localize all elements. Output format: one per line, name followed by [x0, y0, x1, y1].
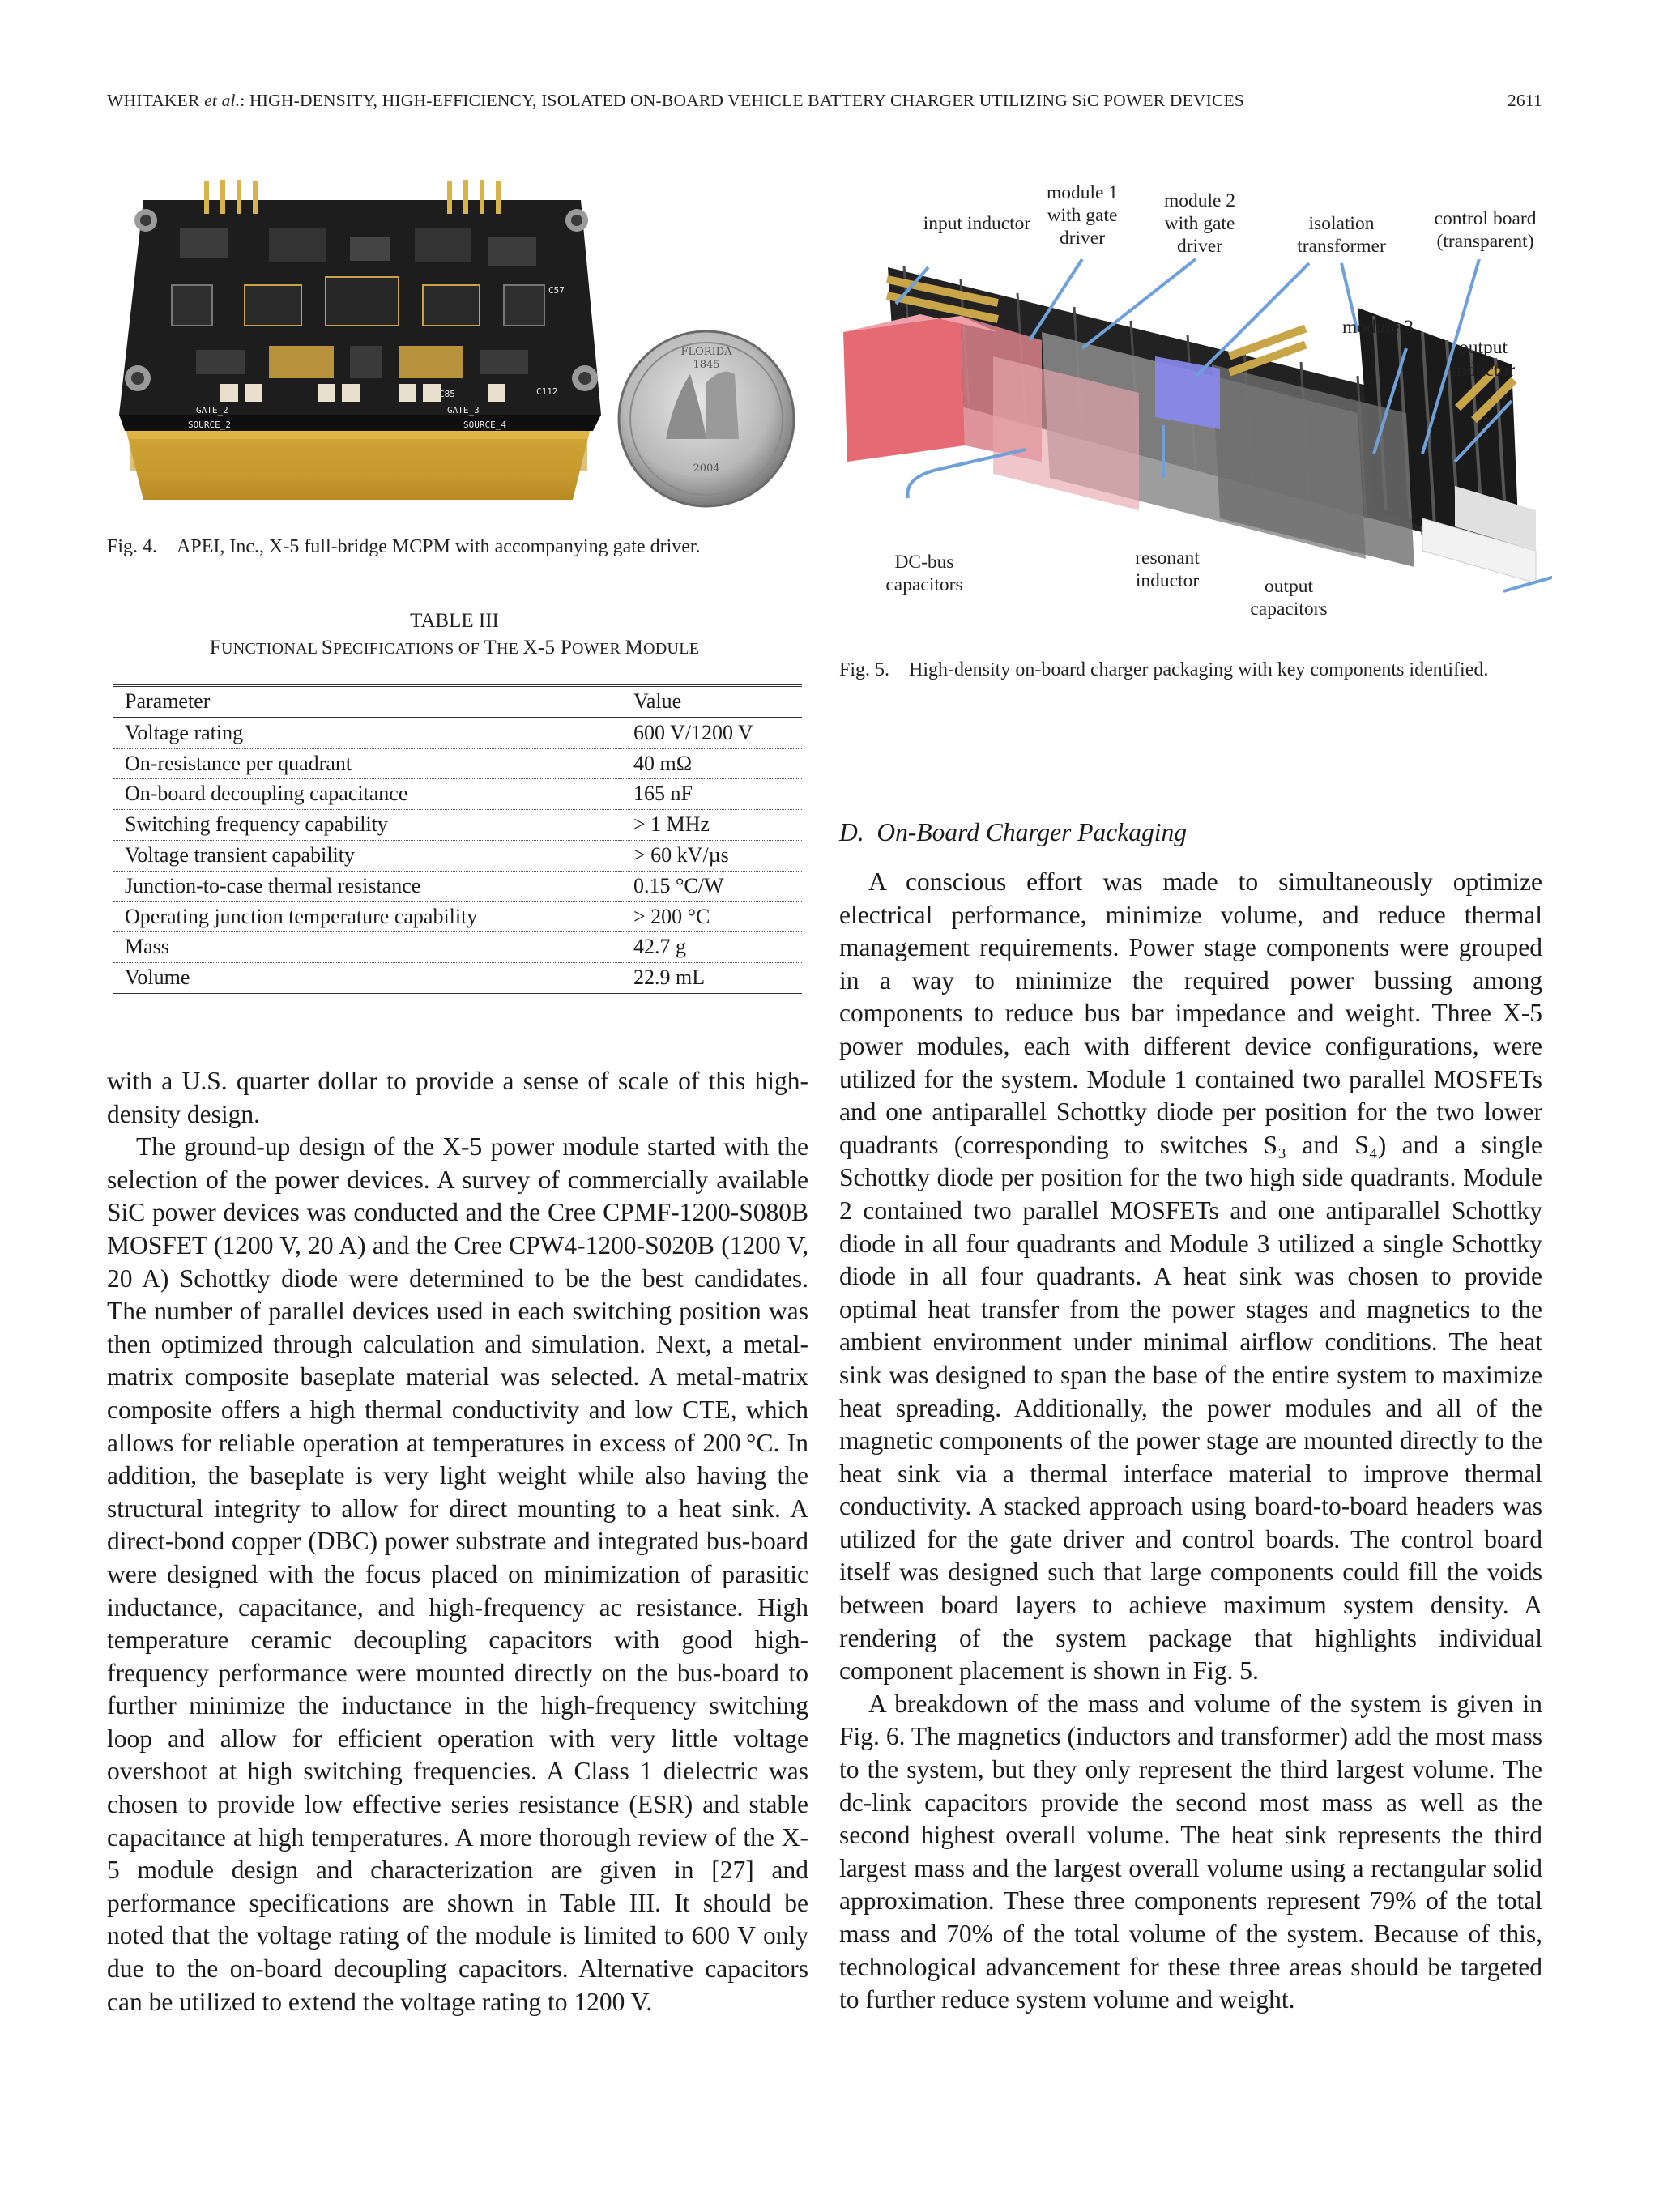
- label-isolation-transformer: isolation transformer: [1297, 213, 1386, 257]
- running-head-title: : HIGH-DENSITY, HIGH-EFFICIENCY, ISOLATED ON-BOARD VEHICLE BATTERY CHARGER UTILIZING SiC POWER DEVICES: [240, 91, 1245, 110]
- table-row: [113, 932, 802, 963]
- table-cell-parameter: Mass: [125, 935, 169, 959]
- table-cell-value: 165 nF: [633, 782, 693, 806]
- section-heading: D. On-Board Charger Packaging: [839, 818, 1187, 846]
- paragraph: A conscious effort was made to simultaneously optimize electrical performance, minimize volume, and reduce thermal management requirements. Power stage components were grouped in a way to minimize the required power bussing among components to reduce bus bar impedance and weight. Three X-5 power modules, each with different device configurations, were utilized for the system. Module 1 contained two parallel MOSFETs and one antiparallel Schottky diode per position for the two lower quadrants (corresponding to switches S₃ and S₄) and a single Schottky diode per position for the two high side quadrants. Module 2 contained two parallel MOSFETs and one antiparallel Schottky diode in all four quadrants and Module 3 utilized a single Schottky diode in all four quadrants. A heat sink was chosen to provide optimal heat transfer from the power stages and magnetics to the ambient environment under minimal airflow conditions. The heat sink was designed to span the base of the entire system to maximize heat spreading. Additionally, the power modules and all of the magnetic components of the power stage are mounted directly to the heat sink via a thermal interface material to improve thermal conductivity. A stacked approach using board-to-board headers was utilized for the gate driver and control boards. The control board itself was designed such that large components could fill the voids between board layers to achieve maximum system density. A rendering of the system package that highlights individual component placement is shown in Fig. 5.: [839, 867, 1542, 1686]
- table-cell-parameter: Operating junction temperature capability: [125, 904, 478, 928]
- table-row: [113, 779, 802, 810]
- svg-text:C112: C112: [536, 386, 558, 397]
- paragraph: A breakdown of the mass and volume of the system is given in Fig. 6. The magnetics (inductors and transformer) add the most mass to the system, but they only represent the third largest volume. The dc-link capacitors provide the second most mass as well as the second highest overall volume. The heat sink represents the third largest mass and the largest overall volume using a rectangular solid approximation. These three components represent 79% of the total mass and 70% of the total volume of the system. Because of this, technological advancement for these three areas should be targeted to further reduce system volume and weight.: [839, 1689, 1542, 2014]
- table-row: [113, 901, 802, 932]
- table-header-row: [113, 686, 802, 718]
- label-output-inductor: output inductor: [1451, 337, 1516, 381]
- svg-text:GATE_2: GATE_2: [196, 405, 228, 416]
- page-number: 2611: [1507, 91, 1542, 110]
- svg-text:C85: C85: [439, 389, 455, 399]
- svg-text:1845: 1845: [693, 359, 720, 371]
- table-3: [113, 684, 802, 995]
- paragraph: The ground-up design of the X-5 power module started with the selection of the power devices. A survey of commercially available SiC power devices was conducted and the Cree CPMF-1200-S080B MOSFET (1200 V, 20 A) and the Cree CPW4-1200-S020B (1200 V, 20 A) Schottky diode were determined to be the best candidates. The number of parallel devices used in each switching position was then optimized through calculation and simulation. Next, a metal-matrix composite baseplate material was selected. A metal-matrix composite offers a high thermal conductivity and low CTE, which allows for reliable operation at temperatures in excess of 200 °C. In addition, the baseplate is very light weight while also having the structural integrity to allow for direct mounting to a heat sink. A direct-bond copper (DBC) power substrate and integrated bus-board were designed with the focus placed on minimization of parasitic inductance, capacitance, and high-frequency ac resistance. High temperature ceramic decoupling capacitors with good high-frequency performance were mounted directly on the bus-board to further minimize the inductance in the high-frequency switching loop and allow for efficient operation with very little voltage overshoot at high switching frequencies. A Class 1 dielectric was chosen to provide low effective series resistance (ESR) and stable capacitance at high temperatures. A more thorough review of the X-5 module design and characterization are given in [27] and performance specifications are shown in Table III. It should be noted that the voltage rating of the module is limited to 600 V only due to the on-board decoupling capacitors. Alternative capacitors can be utilized to extend the voltage rating to 1200 V.: [107, 1132, 808, 2016]
- svg-text:SOURCE_4: SOURCE_4: [463, 420, 506, 430]
- figure-4-image: [107, 172, 812, 512]
- svg-text:SOURCE_2: SOURCE_2: [188, 420, 231, 430]
- table-cell-value: > 60 kV/µs: [633, 842, 729, 867]
- label-dc-bus-capacitors: DC-bus capacitors: [885, 552, 963, 595]
- table-cell-value: 42.7 g: [633, 935, 686, 959]
- left-column-text: [107, 1065, 808, 2018]
- table-row: [113, 810, 802, 841]
- label-module-1: module 1 with gate driver: [1046, 182, 1119, 249]
- table-cell-parameter: On-board decoupling capacitance: [125, 782, 408, 806]
- column-header-value: Value: [633, 689, 682, 713]
- figure-5-caption: Fig. 5. High-density on-board charger packaging with key components identified.: [839, 659, 1489, 680]
- svg-text:GATE_3: GATE_3: [447, 405, 480, 416]
- label-module-2: module 2 with gate driver: [1163, 190, 1236, 257]
- running-head-etal: et al.: [204, 91, 241, 110]
- mcpm-photo: [107, 172, 812, 512]
- table-cell-value: > 1 MHz: [633, 812, 710, 837]
- table-3-title: TABLE III: [410, 610, 499, 632]
- table-cell-parameter: Voltage transient capability: [125, 842, 355, 867]
- dc-bus-capacitor: [843, 316, 965, 462]
- right-column-text: [839, 866, 1542, 2017]
- table-cell-parameter: Junction-to-case thermal resistance: [125, 873, 421, 897]
- paragraph: with a U.S. quarter dollar to provide a sense of scale of this high-density design.: [107, 1067, 808, 1128]
- table-row: [113, 963, 802, 995]
- resonant-inductor: [1155, 356, 1220, 429]
- table-cell-parameter: Voltage rating: [125, 720, 244, 744]
- table-cell-parameter: On-resistance per quadrant: [125, 751, 352, 775]
- label-input-inductor: input inductor: [923, 213, 1031, 234]
- label-output-capacitors: output capacitors: [1250, 576, 1328, 620]
- column-header-parameter: Parameter: [125, 689, 211, 713]
- svg-text:C57: C57: [548, 285, 565, 296]
- table-cell-value: 0.15 °C/W: [633, 873, 724, 897]
- label-control-board: control board (transparent): [1434, 208, 1537, 252]
- table-row: [113, 840, 802, 871]
- svg-text:2004: 2004: [693, 462, 720, 475]
- svg-text:FLORIDA: FLORIDA: [680, 346, 732, 358]
- figure-4-caption: Fig. 4. APEI, Inc., X-5 full-bridge MCPM with accompanying gate driver.: [107, 536, 701, 557]
- figure-5-image: [839, 170, 1552, 636]
- table-row: [113, 748, 802, 779]
- table-cell-parameter: Volume: [125, 965, 190, 990]
- table-cell-value: 600 V/1200 V: [633, 720, 753, 744]
- table-row: [113, 871, 802, 901]
- running-head-authors: WHITAKER: [107, 91, 205, 110]
- label-resonant-inductor: resonant inductor: [1135, 548, 1200, 591]
- table-row: [113, 718, 802, 748]
- table-cell-value: 40 mΩ: [633, 751, 693, 775]
- running-head: [107, 91, 1244, 111]
- table-cell-value: 22.9 mL: [633, 965, 706, 990]
- table-cell-parameter: Switching frequency capability: [125, 812, 388, 837]
- table-3-subtitle: FUNCTIONAL SPECIFICATIONS OF THE X-5 POWER MODULE: [209, 637, 700, 658]
- table-cell-value: > 200 °C: [633, 904, 710, 928]
- label-module-3: module 3: [1341, 317, 1414, 338]
